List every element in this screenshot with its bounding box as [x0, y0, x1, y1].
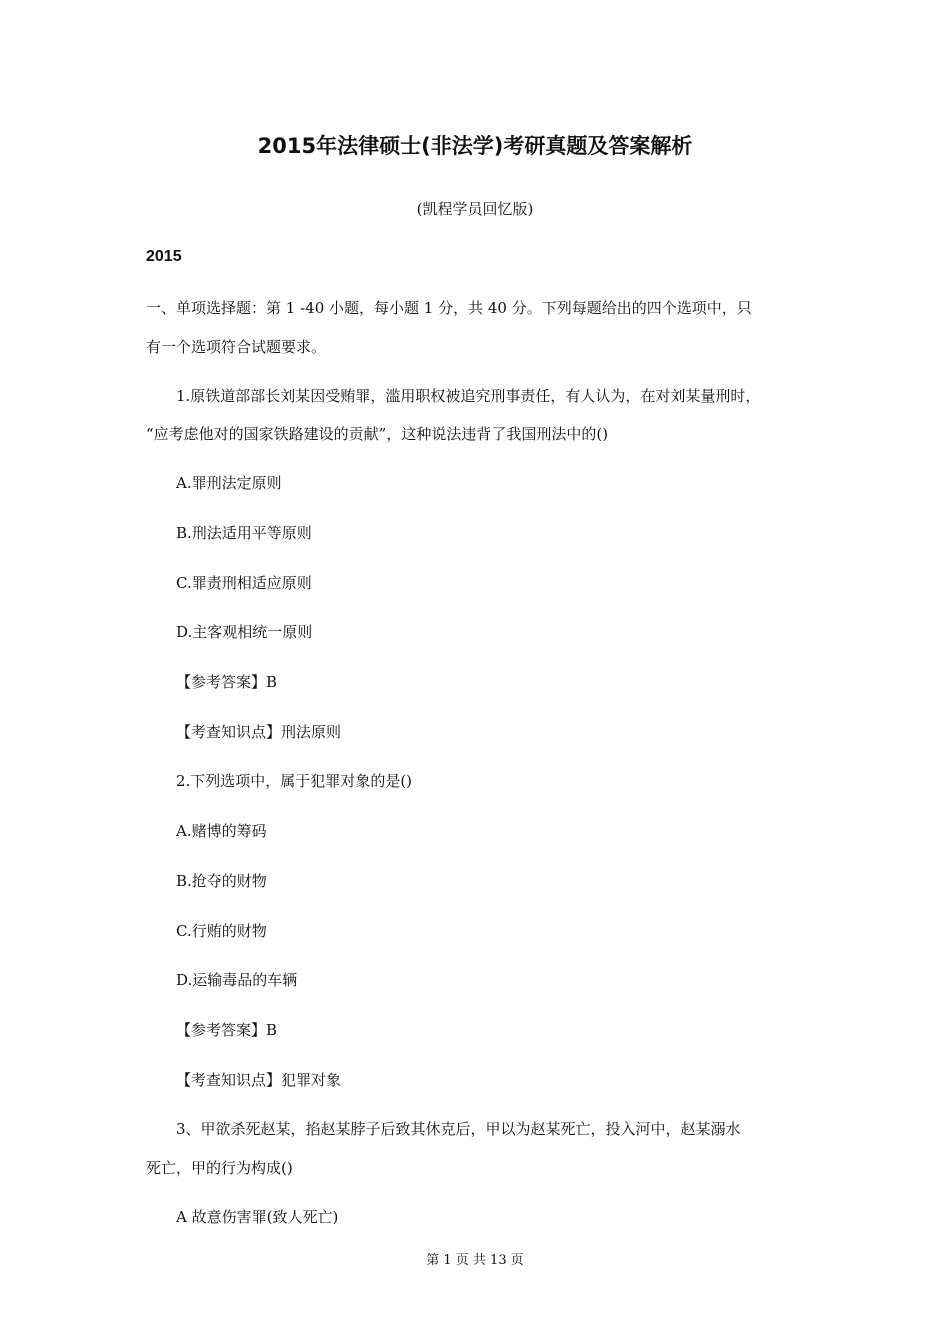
question-3-option-a: A 故意伤害罪(致人死亡): [176, 1208, 339, 1226]
question-2-option-b: B.抢夺的财物: [176, 872, 267, 890]
year-heading: 2015: [146, 248, 182, 265]
question-1-answer: 【参考答案】B: [176, 673, 278, 691]
question-2-knowledge-point: 【考查知识点】犯罪对象: [176, 1071, 342, 1089]
question-1-knowledge-point: 【考查知识点】刑法原则: [176, 723, 342, 741]
question-1-option-c: C.罪责刑相适应原则: [176, 574, 312, 592]
question-2-answer: 【参考答案】B: [176, 1021, 278, 1039]
page-footer: 第 1 页 共 13 页: [426, 1253, 524, 1268]
section-intro-line-2: 有一个选项符合试题要求。: [146, 338, 327, 356]
question-3-stem-line-1: 3、甲欲杀死赵某，掐赵某脖子后致其休克后，甲以为赵某死亡，投入河中，赵某溺水: [176, 1120, 741, 1138]
question-2-option-d: D.运输毒品的车辆: [176, 971, 298, 989]
document-title: 2015年法律硕士(非法学)考研真题及答案解析: [257, 134, 693, 158]
question-1-option-b: B.刑法适用平等原则: [176, 524, 312, 542]
question-1-option-d: D.主客观相统一原则: [176, 623, 313, 641]
question-1-stem-line-1: 1.原铁道部部长刘某因受贿罪，滥用职权被追究刑事责任，有人认为，在对刘某量刑时，: [176, 387, 761, 405]
question-1-option-a: A.罪刑法定原则: [176, 474, 282, 492]
question-2-stem: 2.下列选项中，属于犯罪对象的是(): [176, 772, 413, 790]
section-intro-line-1: 一、单项选择题：第 1 -40 小题，每小题 1 分，共 40 分。下列每题给出的四个选项中，只: [146, 299, 752, 317]
question-1-stem-line-2: “应考虑他对的国家铁路建设的贡献”，这种说法违背了我国刑法中的(): [146, 425, 609, 443]
document-subtitle: (凯程学员回忆版): [416, 200, 534, 218]
question-2-option-c: C.行贿的财物: [176, 922, 267, 940]
question-2-option-a: A.赌博的筹码: [176, 822, 267, 840]
question-3-stem-line-2: 死亡，甲的行为构成(): [146, 1159, 293, 1177]
